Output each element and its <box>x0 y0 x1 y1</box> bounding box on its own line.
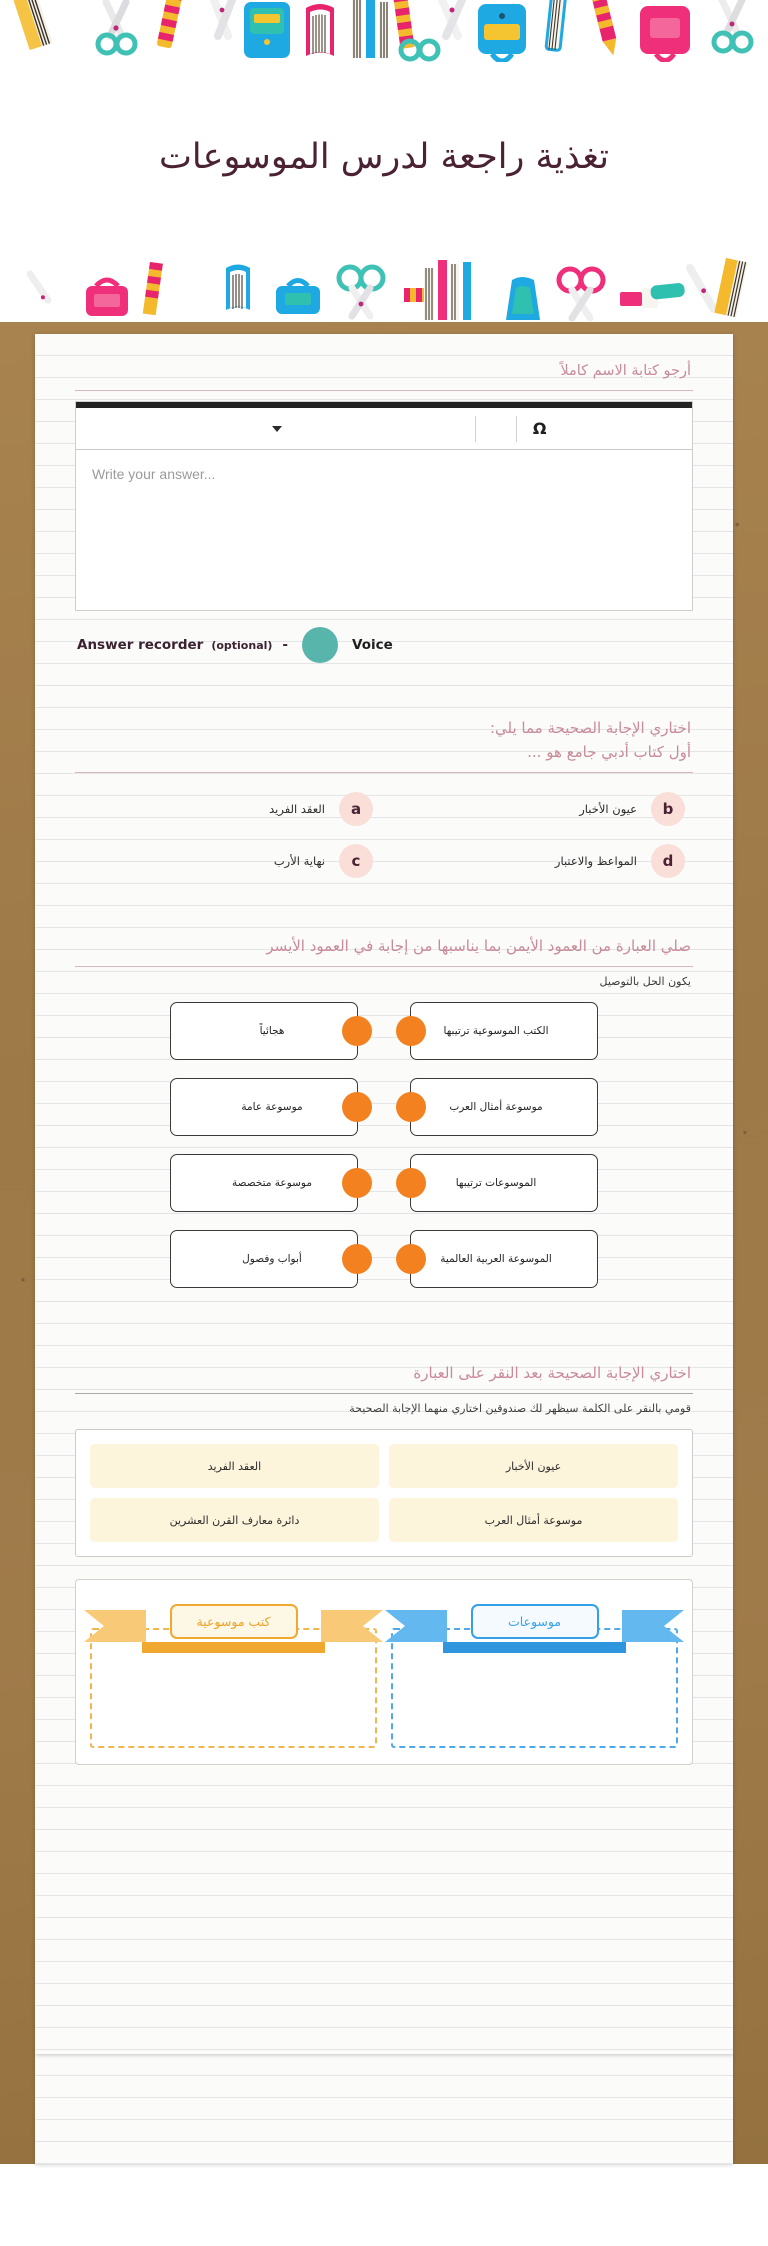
match-text-right-4: الموسوعة العربية العالمية <box>440 1252 552 1265</box>
mcq-option-c[interactable] <box>79 839 377 883</box>
mcq-bullet-d: d <box>651 844 685 878</box>
worksheet-paper-bottom <box>35 2054 733 2164</box>
cork-board-background <box>0 322 768 2164</box>
match-card-left-1[interactable] <box>170 1002 358 1060</box>
match-text-left-4: أبواب وفصول <box>242 1252 302 1265</box>
stationery-border-top <box>0 0 768 62</box>
match-card-right-1[interactable] <box>410 1002 598 1060</box>
match-card-left-4[interactable] <box>170 1230 358 1288</box>
toolbar-accent-bar <box>76 402 692 408</box>
recorder-optional-label: (optional) <box>211 638 273 652</box>
rich-text-editor[interactable] <box>75 401 693 611</box>
ribbon-tail-left-icon <box>385 1610 447 1642</box>
answer-textarea[interactable] <box>76 450 692 610</box>
recorder-label: Answer recorder <box>77 637 204 654</box>
tile-option-2[interactable]: العقد الفريد <box>90 1444 379 1488</box>
matching-row <box>75 1228 693 1290</box>
mcq-options <box>75 773 693 889</box>
click-reveal-prompt: اختاري الإجابة الصحيحة بعد النقر على العبارة <box>413 1364 691 1383</box>
recorder-voice-label: Voice <box>352 637 393 654</box>
match-card-left-2[interactable] <box>170 1078 358 1136</box>
match-connector-dot-right-1[interactable] <box>396 1016 426 1046</box>
mcq-label-c: نهاية الأرب <box>273 853 325 868</box>
tile-option-3[interactable]: موسوعة أمثال العرب <box>389 1498 678 1542</box>
mcq-option-a[interactable] <box>79 787 377 831</box>
stationery-border-middle <box>0 252 768 322</box>
mcq-label-d: المواعظ والاعتبار <box>554 853 637 868</box>
match-connector-dot-right-4[interactable] <box>396 1244 426 1274</box>
mcq-option-d[interactable] <box>391 839 689 883</box>
drop-bin-encyclopedias <box>391 1598 678 1748</box>
match-card-right-4[interactable] <box>410 1230 598 1288</box>
match-connector-dot-left-3[interactable] <box>342 1168 372 1198</box>
mcq-bullet-c: c <box>339 844 373 878</box>
matching-hint: يكون الحل بالتوصيل <box>599 975 691 989</box>
match-card-right-3[interactable] <box>410 1154 598 1212</box>
click-reveal-hint: قومي بالنقر على الكلمة سيظهر لك صندوقين اختاري منهما الإجابة الصحيحة <box>349 1402 691 1416</box>
ribbon-tail-left-icon <box>84 1610 146 1642</box>
match-text-left-2: موسوعة عامة <box>241 1100 303 1113</box>
match-text-right-1: الكتب الموسوعية ترتيبها <box>443 1024 549 1037</box>
mcq-bullet-a: a <box>339 792 373 826</box>
mcq-prompt-line2: أول كتاب أدبي جامع هو ... <box>527 742 691 761</box>
bin-ribbon-header-orange <box>90 1598 377 1644</box>
match-text-right-2: موسوعة أمثال العرب <box>449 1100 543 1113</box>
mcq-prompt <box>75 713 693 766</box>
tile-option-1[interactable]: عيون الأخبار <box>389 1444 678 1488</box>
answer-recorder <box>75 611 693 669</box>
recorder-dash: - <box>282 637 289 654</box>
worksheet-paper <box>35 334 733 2054</box>
font-select-dropdown[interactable] <box>205 408 345 449</box>
ribbon-foot-blue <box>443 1642 627 1653</box>
match-connector-dot-left-4[interactable] <box>342 1244 372 1274</box>
match-connector-dot-right-3[interactable] <box>396 1168 426 1198</box>
mcq-bullet-b: b <box>651 792 685 826</box>
drop-bin-encyclopedic-books <box>90 1598 377 1748</box>
question-name <box>75 356 693 669</box>
chevron-down-icon <box>272 426 282 432</box>
ribbon-foot-orange <box>142 1642 326 1653</box>
question-multiple-choice <box>75 713 693 889</box>
match-text-right-3: الموسوعات ترتيبها <box>455 1176 537 1189</box>
toolbar-divider <box>475 416 476 442</box>
match-text-left-1: هجائياً <box>259 1024 285 1037</box>
mcq-label-b: عيون الأخبار <box>579 801 637 816</box>
match-connector-dot-left-2[interactable] <box>342 1092 372 1122</box>
page-header <box>0 62 768 252</box>
editor-toolbar <box>76 402 692 450</box>
bin-ribbon-header-blue <box>391 1598 678 1644</box>
question-matching <box>75 931 693 1314</box>
ribbon-tail-right-icon <box>622 1610 684 1642</box>
match-connector-dot-right-2[interactable] <box>396 1092 426 1122</box>
page-title: تغذية راجعة لدرس الموسوعات <box>158 137 610 177</box>
question-name-divider <box>75 390 693 391</box>
microphone-icon[interactable] <box>302 627 338 663</box>
mcq-label-a: العقد الفريد <box>269 801 325 816</box>
matching-row <box>75 1000 693 1062</box>
drag-drop-panel <box>75 1579 693 1765</box>
matching-row <box>75 1152 693 1214</box>
mcq-option-b[interactable] <box>391 787 689 831</box>
match-text-left-3: موسوعة متخصصة <box>232 1176 312 1189</box>
match-card-left-3[interactable] <box>170 1154 358 1212</box>
matching-row <box>75 1076 693 1138</box>
match-connector-dot-left-1[interactable] <box>342 1016 372 1046</box>
match-card-right-2[interactable] <box>410 1078 598 1136</box>
matching-prompt: صلي العبارة من العمود الأيمن بما يناسبها من إجابة في العمود الأيسر <box>266 936 691 955</box>
mcq-prompt-line1: اختاري الإجابة الصحيحة مما يلي: <box>489 719 691 738</box>
tile-grid <box>90 1444 678 1542</box>
question-click-reveal <box>75 1358 693 1557</box>
bin-label-orange: كتب موسوعية <box>170 1604 298 1639</box>
bin-label-blue: موسوعات <box>471 1604 599 1639</box>
ribbon-tail-right-icon <box>321 1610 383 1642</box>
question-name-prompt: أرجو كتابة الاسم كاملاً <box>560 363 691 379</box>
tile-panel <box>75 1429 693 1557</box>
matching-rows <box>75 994 693 1314</box>
special-character-icon[interactable]: Ω <box>532 419 547 439</box>
question-drag-drop <box>75 1579 693 1765</box>
tile-option-4[interactable]: دائرة معارف القرن العشرين <box>90 1498 379 1542</box>
answer-placeholder: Write your answer... <box>92 466 216 483</box>
